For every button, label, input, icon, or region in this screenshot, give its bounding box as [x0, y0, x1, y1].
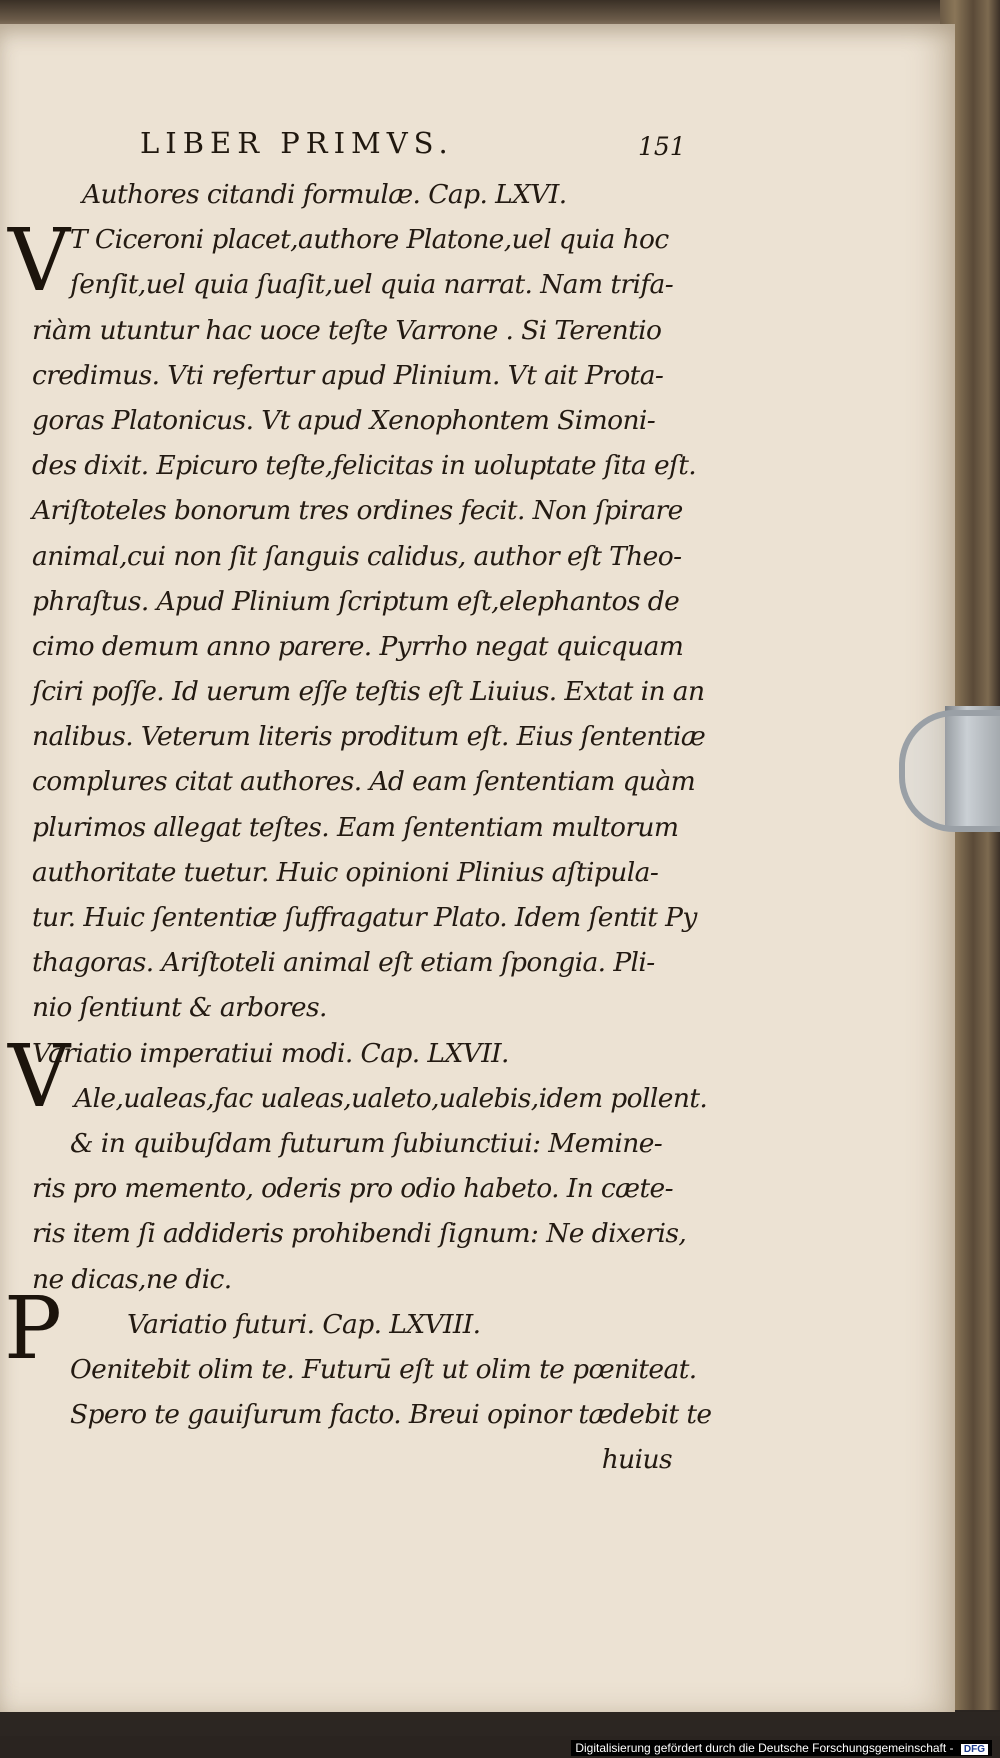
- text-line: Oenitebit olim te. Futurū eſt ut olim te pœniteat.: [70, 1353, 697, 1385]
- text-line: complures citat authores. Ad eam ſententiam quàm: [32, 766, 696, 798]
- text-line: ne dicas,ne dic.: [32, 1263, 232, 1295]
- text-line: nalibus. Veterum literis proditum eſt. Eius ſententiæ: [32, 721, 706, 753]
- running-head: LIBER PRIMVS.: [140, 126, 454, 160]
- text-line: cimo demum anno parere. Pyrrho negat quicquam: [32, 630, 684, 662]
- footer-credit: [571, 1740, 992, 1756]
- text-line: Ariſtoteles bonorum tres ordines fecit. Non ſpirare: [32, 495, 683, 527]
- text-line: ſenſit,uel quia ſuaſit,uel quia narrat. Nam trifa-: [70, 269, 674, 301]
- bottom-strip: [0, 1712, 1000, 1736]
- folio-number: 151: [638, 132, 686, 161]
- text-line: phraſtus. Apud Plinium ſcriptum eſt,elephantos de: [32, 585, 680, 617]
- text-line: riàm utuntur hac uoce teſte Varrone . Si Terentio: [32, 314, 662, 346]
- catchword: huius: [601, 1444, 672, 1476]
- dfg-logo: DFG: [961, 1744, 988, 1755]
- text-line: Spero te gauiſurum facto. Breui opinor tædebit te: [70, 1399, 712, 1431]
- chapter-heading-68: Variatio futuri. Cap. LXVIII.: [127, 1308, 481, 1340]
- text-line: animal,cui non ſit ſanguis calidus, author eſt Theo-: [32, 540, 682, 572]
- text-line: nio ſentiunt & arbores.: [32, 992, 327, 1024]
- footer-text: Digitalisierung gefördert durch die Deutsche Forschungsgemeinschaft -: [575, 1741, 954, 1755]
- text-line: Variatio imperatiui modi. Cap. LXVII.: [32, 1037, 509, 1069]
- chapter-heading-66: Authores citandi formulæ. Cap. LXVI.: [82, 179, 567, 210]
- page-text: [32, 120, 712, 1482]
- drop-cap-2: V: [8, 1027, 71, 1127]
- text-line: plurimos allegat teſtes. Eam ſententiam multorum: [32, 811, 679, 843]
- page-clip: [899, 710, 1000, 832]
- text-line: goras Platonicus. Vt apud Xenophontem Simoni-: [32, 404, 656, 436]
- text-line: & in quibuſdam futurum ſubiunctiui: Memine-: [70, 1127, 663, 1159]
- text-line: T Ciceroni placet,authore Platone,uel quia hoc: [70, 224, 669, 256]
- text-line: ris item ſi addideris prohibendi ſignum: Ne dixeris,: [32, 1218, 687, 1250]
- text-line: des dixit. Epicuro teſte,felicitas in uoluptate ſita eſt.: [32, 450, 697, 482]
- text-line: ris pro memento, oderis pro odio habeto. In cæte-: [32, 1173, 673, 1205]
- text-line: authoritate tuetur. Huic opinioni Plinius aſtipula-: [32, 856, 659, 888]
- drop-cap-1: V: [8, 211, 71, 311]
- text-line: credimus. Vti refertur apud Plinium. Vt ait Prota-: [32, 359, 664, 391]
- text-line: ſciri poſſe. Id uerum eſſe teſtis eſt Liuius. Extat in an: [32, 676, 705, 708]
- text-line: thagoras. Ariſtoteli animal eſt etiam ſpongia. Pli-: [32, 947, 655, 979]
- text-line: tur. Huic ſententiæ ſuffragatur Plato. Idem ſentit Py: [32, 902, 697, 933]
- drop-cap-3: P: [4, 1279, 62, 1379]
- chapter-heading-67: Ale,ualeas,fac ualeas,ualeto,ualebis,idem pollent.: [74, 1082, 708, 1114]
